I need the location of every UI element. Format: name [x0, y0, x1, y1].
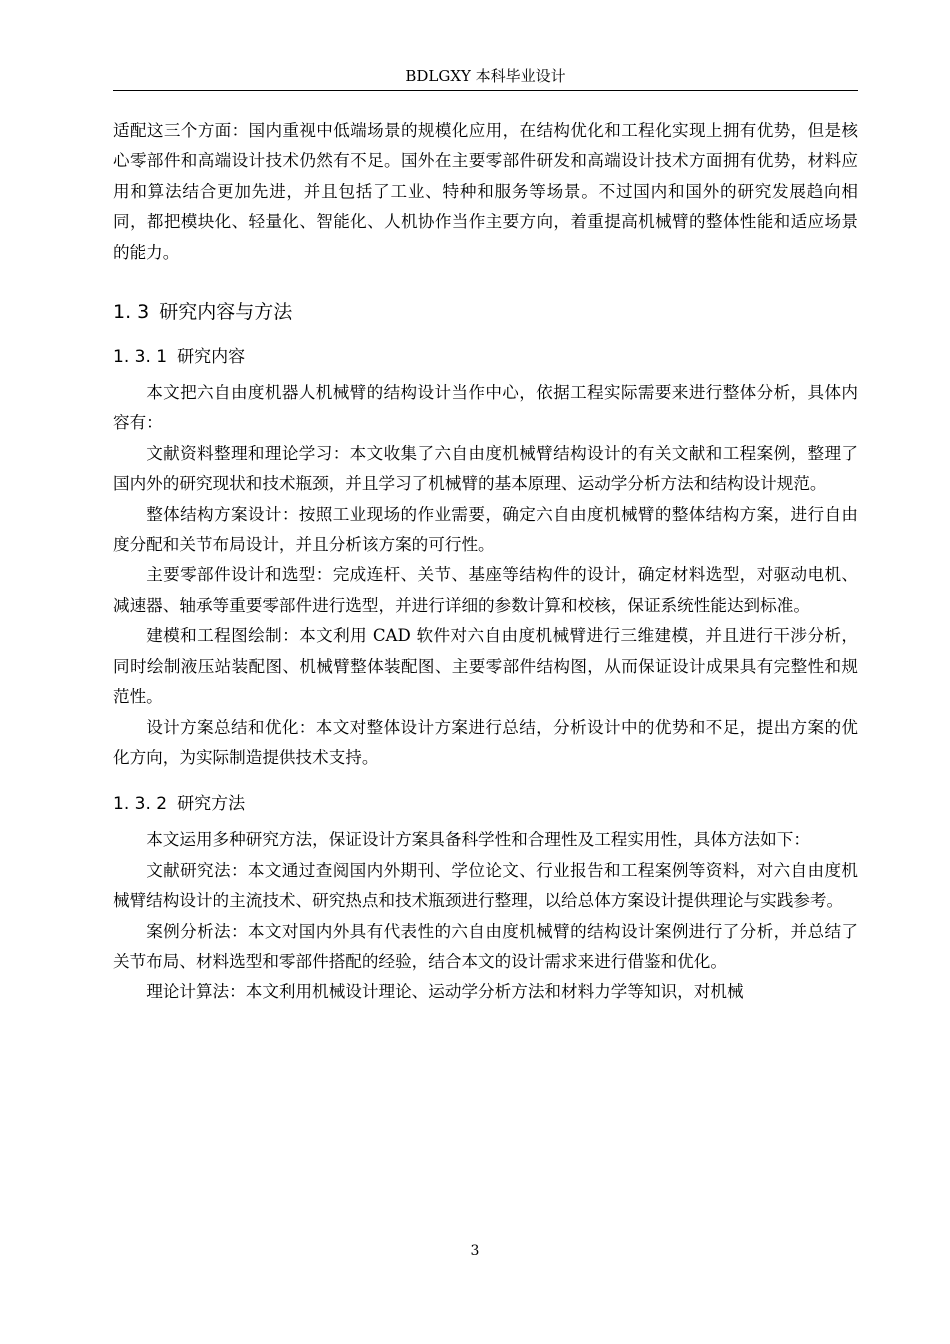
paragraph: 案例分析法：本文对国内外具有代表性的六自由度机械臂的结构设计案例进行了分析，并总结了关节布局、材料选型和零部件搭配的经验，结合本文的设计需求来进行借鉴和优化。 [113, 921, 858, 971]
section-heading-1-3 [113, 298, 858, 326]
subsection-number: 1. 3. 1 [113, 347, 168, 368]
paragraph: 本文运用多种研究方法，保证设计方案具备科学性和合理性及工程实用性，具体方法如下： [146, 830, 810, 850]
page-header: BDLGXY 本科毕业设计 [405, 67, 566, 85]
subsection-heading-1-3-1 [113, 344, 858, 370]
header-divider [113, 90, 858, 91]
paragraph: 设计方案总结和优化：本文对整体设计方案进行总结，分析设计中的优势和不足，提出方案的优化方向，为实际制造提供技术支持。 [113, 717, 858, 767]
paragraph: 本文把六自由度机器人机械臂的结构设计当作中心，依据工程实际需要来进行整体分析，具体内容有： [113, 383, 858, 433]
subsection-heading-1-3-2 [113, 791, 858, 817]
section-title: 研究内容与方法 [159, 301, 293, 324]
subsection-title: 研究方法 [177, 794, 246, 815]
page-number: 3 [470, 1243, 480, 1259]
subsection-number: 1. 3. 2 [113, 794, 168, 815]
paragraph: 文献研究法：本文通过查阅国内外期刊、学位论文、行业报告和工程案例等资料，对六自由度机械臂结构设计的主流技术、研究热点和技术瓶颈进行整理，以给总体方案设计提供理论与实践参考。 [113, 860, 858, 911]
subsection-title: 研究内容 [177, 347, 246, 368]
paragraph: 文献资料整理和理论学习：本文收集了六自由度机械臂结构设计的有关文献和工程案例，整理了国内外的研究现状和技术瓶颈，并且学习了机械臂的基本原理、运动学分析方法和结构设计规范。 [113, 443, 858, 494]
section-number: 1. 3 [113, 301, 150, 324]
paragraph: 建模和工程图绘制：本文利用 CAD 软件对六自由度机械臂进行三维建模，并且进行干涉分析，同时绘制液压站装配图、机械臂整体装配图、主要零部件结构图，从而保证设计成果具有完整性和规范性。 [113, 626, 858, 707]
paragraph: 主要零部件设计和选型：完成连杆、关节、基座等结构件的设计，确定材料选型，对驱动电机、减速器、轴承等重要零部件进行选型，并进行详细的参数计算和校核，保证系统性能达到标准。 [113, 565, 858, 615]
page-body [113, 116, 858, 1008]
paragraph: 整体结构方案设计：按照工业现场的作业需要，确定六自由度机械臂的整体结构方案，进行自由度分配和关节布局设计，并且分析该方案的可行性。 [113, 504, 858, 555]
intro-paragraph: 适配这三个方面：国内重视中低端场景的规模化应用，在结构优化和工程化实现上拥有优势，但是核心零部件和高端设计技术仍然有不足。国外在主要零部件研发和高端设计技术方面拥有优势，材料应用和算法结合更加先进，并且包括了工业、特种和服务等场景。不过国内和国外的研究发展趋向相同，都把模块化、轻量化、智能化、人机协作当作主要方向，着重提高机械臂的整体性能和适应场景的能力。 [113, 121, 858, 262]
paragraph: 理论计算法：本文利用机械设计理论、运动学分析方法和材料力学等知识，对机械 [146, 982, 744, 1002]
